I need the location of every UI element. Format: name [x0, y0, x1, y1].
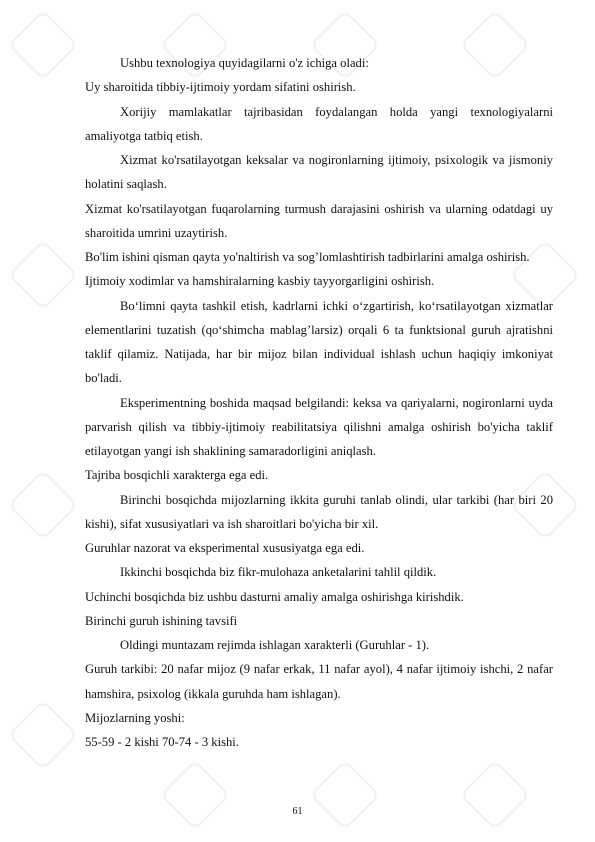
paragraph: Ushbu texnologiya quyidagilarni o'z ichiga oladi: [120, 56, 369, 70]
watermark-shape [310, 760, 381, 831]
watermark-shape [160, 760, 231, 831]
paragraph: Oldingi muntazam rejimda ishlagan xarakterli (Guruhlar - 1). [120, 638, 430, 652]
paragraph: 55-59 - 2 kishi 70-74 - 3 kishi. [85, 735, 239, 749]
paragraph: Guruh tarkibi: 20 nafar mijoz (9 nafar erkak, 11 nafar ayol), 4 nafar ijtimoiy ishchi, 2 nafar hamshira, psixolog (ikkala guruhda ham ishlagan). [85, 662, 553, 701]
paragraph: Tajriba bosqichli xarakterga ega edi. [85, 468, 269, 483]
paragraph: Mijozlarning yoshi: [85, 710, 185, 725]
paragraph: Eksperimentning boshida maqsad belgilandi: keksa va qariyalarni, nogironlarni uyda parvarish qilish va tibbiy-ijtimoiy reabilitatsiya qilishni amalga oshirish bo'yicha taklif etilayotgan yangi ish shaklining samaradorligini aniqlash. [85, 395, 553, 458]
paragraph: Birinchi guruh ishining tavsifi [85, 613, 238, 628]
paragraph: Uy sharoitida tibbiy-ijtimoiy yordam sifatini oshirish. [85, 80, 356, 95]
paragraph: Bo'lim ishini qisman qayta yo'naltirish va sog’lomlashtirish tadbirlarini amalga oshirish. [85, 250, 530, 264]
page-number: 61 [292, 806, 303, 817]
watermark-shape [8, 700, 79, 771]
paragraph: Birinchi bosqichda mijozlarning ikkita guruhi tanlab olindi, ular tarkibi (har biri 20 kishi), sifat xususiyatlari va ish sharoitlari bo'yicha bir xil. [85, 492, 553, 531]
paragraph: Uchinchi bosqichda biz ushbu dasturni amaliy amalga oshirishga kirishdik. [85, 589, 464, 604]
paragraph: Bo‘limni qayta tashkil etish, kadrlarni ichki o‘zgartirish, ko‘rsatilayotgan xizmatlar elementlarini tuzatish (qo‘shimcha mablag’larsiz) orqali 6 ta funktsional guruh ajratishni taklif qilamiz. Natijada, har bir mijoz bilan individual ishlash uchun haqiqiy imkoniyat bo'ladi. [85, 298, 553, 386]
watermark-shape [8, 10, 79, 81]
watermark-shape [8, 240, 79, 311]
paragraph: Guruhlar nazorat va eksperimental xususiyatga ega edi. [85, 541, 365, 555]
watermark-shape [460, 760, 531, 831]
paragraph: Ijtimoiy xodimlar va hamshiralarning kasbiy tayyorgarligini oshirish. [85, 274, 435, 289]
paragraph: Xizmat ko'rsatilayotgan keksalar va nogironlarning ijtimoiy, psixologik va jismoniy holatini saqlash. [85, 153, 553, 192]
paragraph: Xorijiy mamlakatlar tajribasidan foydalangan holda yangi texnologiyalarni amaliyotga tatbiq etish. [85, 104, 553, 143]
paragraph: Xizmat ko'rsatilayotgan fuqarolarning turmush darajasini oshirish va ularning odatdagi uy sharoitida umrini uzaytirish. [85, 201, 553, 240]
watermark-shape [8, 470, 79, 541]
body-text [85, 51, 553, 754]
paragraph: Ikkinchi bosqichda biz fikr-mulohaza anketalarini tahlil qildik. [120, 565, 437, 580]
